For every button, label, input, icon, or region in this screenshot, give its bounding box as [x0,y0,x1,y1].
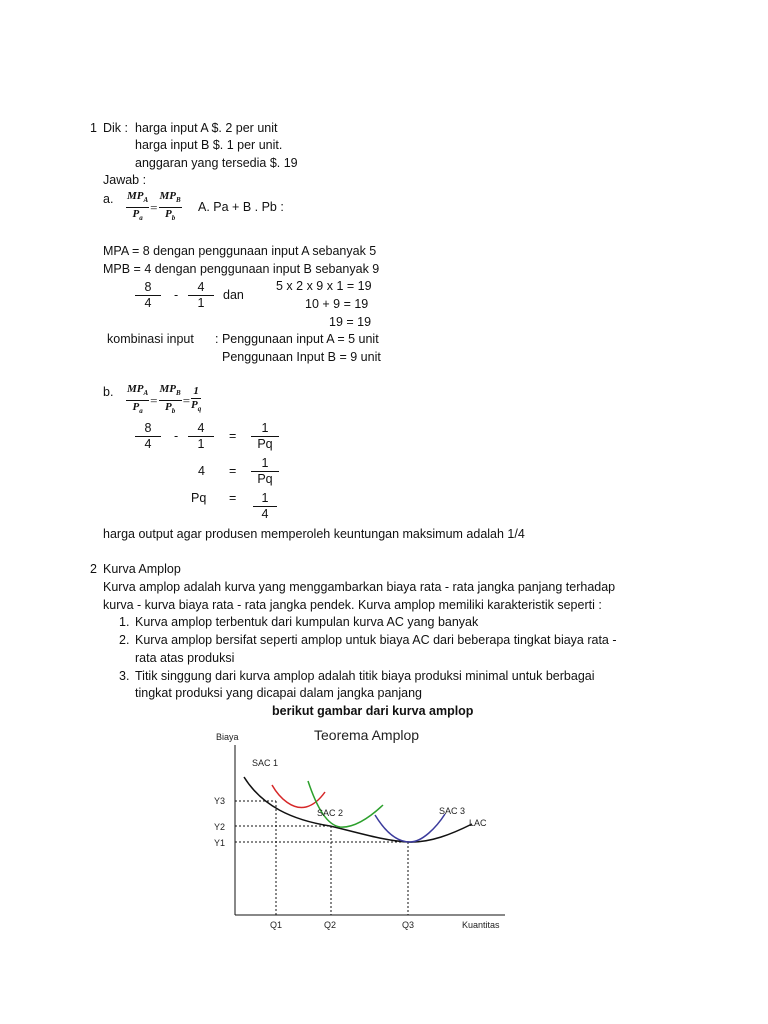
calc-line-3: 19 = 19 [329,315,372,329]
b-pq-label: Pq [191,491,207,505]
b-equals-1: = [229,429,237,443]
calc-line-2: 10 + 9 = 19 [305,297,369,311]
formula-a-tail: A. Pa + B . Pb : [198,200,284,214]
x-tick-q1: Q1 [270,920,283,930]
dik-label: Dik : [103,121,128,135]
given-line-2: harga input B $. 1 per unit. [135,138,283,152]
label-sac2: SAC 2 [317,808,344,818]
conclusion: harga output agar produsen memperoleh keuntungan maksimum adalah 1/4 [103,527,525,541]
formula-a: $MP_A$ $P_a$ = $MP_B$ $P_b$ [127,190,181,223]
dash: - [174,288,179,302]
x-tick-q3: Q3 [402,920,415,930]
kombinasi-line-1: : Penggunaan input A = 5 unit [215,332,379,346]
jawab-label: Jawab : [103,173,147,187]
y-tick-y2: Y2 [214,822,226,832]
list-number-2: 2. [119,633,130,647]
fraction-4-1: $\frac{4}{1}$ [188,280,214,311]
y-axis-label: Biaya [216,732,239,742]
calc-line-1: 5 x 2 x 9 x 1 = 19 [276,279,372,293]
x-tick-q2: Q2 [324,920,337,930]
x-axis-label: Kuantitas [462,920,500,930]
fraction-8-4: $\frac{8}{4}$ [135,280,161,311]
list-item-3-line-1: Titik singgung dari kurva amplop adalah titik biaya produksi minimal untuk berbagai [135,669,595,683]
kombinasi-line-2: Penggunaan Input B = 9 unit [222,350,381,364]
list-item-1: Kurva amplop terbentuk dari kumpulan kurva AC yang banyak [135,615,479,629]
given-line-3: anggaran yang tersedia $. 19 [135,156,298,170]
b-dash: - [174,429,179,443]
y-tick-y3: Y3 [214,796,226,806]
y-tick-y1: Y1 [214,838,226,848]
b-fraction-1-4: $\frac{1}{4}$ [253,491,277,522]
list-number-1: 1. [119,615,130,629]
series-sac3 [375,814,445,842]
label-sac3: SAC 3 [439,806,466,816]
given-line-1: harga input A $. 2 per unit [135,121,278,135]
b-fraction-1-pq: $\frac{1}{Pq}$ [251,421,279,452]
label-sac1: SAC 1 [252,758,279,768]
list-item-2-line-1: Kurva amplop bersifat seperti amplop untuk biaya AC dari beberapa tingkat biaya rata - [135,633,617,647]
series-lac [244,777,472,842]
part-a-label: a. [103,192,114,206]
part-b-label: b. [103,385,114,399]
dan-word: dan [223,288,244,302]
chart-caption: berikut gambar dari kurva amplop [272,704,474,718]
formula-b: $MP_A$ $P_a$ = $MP_B$ $P_b$ = $\frac{1}{P_q}$ [127,383,202,416]
q2-intro-1: Kurva amplop adalah kurva yang menggambarkan biaya rata - rata jangka panjang terhadap [103,580,616,594]
kombinasi-label: kombinasi input [107,332,194,346]
chart-title: Teorema Amplop [314,727,420,743]
b-fraction-8-4: $\frac{8}{4}$ [135,421,161,452]
q1-number: 1 [90,121,97,135]
q2-number: 2 [90,562,97,576]
b-fraction-4-1: $\frac{4}{1}$ [188,421,214,452]
b-equals-3: = [229,491,237,505]
mpa-line: MPA = 8 dengan penggunaan input A sebanyak 5 [103,244,377,258]
series-sac2 [308,781,383,827]
b-fraction-1-pq-2: $\frac{1}{Pq}$ [251,456,279,487]
b-four: 4 [198,464,205,478]
label-lac: LAC [469,818,487,828]
b-equals-2: = [229,464,237,478]
q2-title: Kurva Amplop [103,562,181,576]
list-item-3-line-2: tingkat produksi yang dicapai dalam jangka panjang [135,686,422,700]
q2-intro-2: kurva - kurva biaya rata - rata jangka pendek. Kurva amplop memiliki karakteristik seperti : [103,598,602,612]
mpb-line: MPB = 4 dengan penggunaan input B sebanyak 9 [103,262,380,276]
list-item-2-line-2: rata atas produksi [135,651,235,665]
list-number-3: 3. [119,669,130,683]
